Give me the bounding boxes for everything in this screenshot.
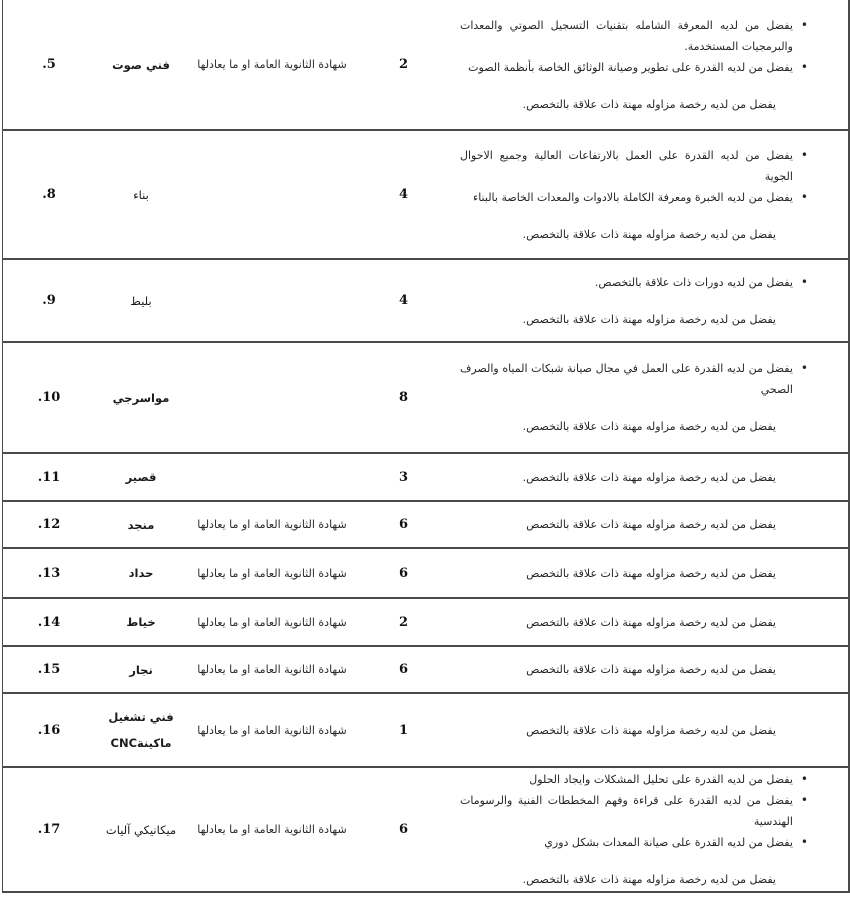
- vacancy-count: 4: [398, 187, 409, 202]
- row-number: .14: [37, 614, 61, 630]
- requirements-bullet-list: [460, 15, 848, 78]
- requirements-bullet-list: [460, 769, 848, 853]
- license-note: يفضل من لديه رخصة مزاوله مهنة ذات علاقة بالتخصص.: [522, 873, 776, 886]
- table-row: [3, 454, 848, 502]
- job-title-cell: [95, 647, 187, 692]
- requirements-cell: [450, 768, 848, 891]
- vacancy-count: 4: [398, 293, 409, 308]
- table-row: [3, 131, 848, 260]
- row-number-cell: [3, 768, 95, 891]
- bullet-icon: •: [800, 361, 808, 375]
- bullet-icon: •: [800, 772, 808, 786]
- requirement-bullet-item: [460, 769, 808, 790]
- education-text: شهادة الثانوية العامة او ما يعادلها: [197, 566, 347, 580]
- education-cell: [187, 454, 357, 500]
- job-title-cell: [95, 260, 187, 341]
- job-title-cell: [95, 599, 187, 645]
- row-number-cell: [3, 343, 95, 452]
- requirement-text: يفضل من لديه دورات ذات علاقة بالتخصص.: [594, 275, 793, 289]
- vacancy-count: 3: [398, 469, 409, 485]
- vacancy-count: 6: [398, 822, 409, 837]
- vacancy-count-cell: [357, 131, 450, 258]
- vacancy-count: 1: [398, 722, 409, 738]
- bullet-icon: •: [800, 59, 808, 74]
- row-number: .11: [37, 469, 61, 485]
- license-note: يفضل من لديه رخصة مزاوله مهنة ذات علاقة بالتخصص: [526, 518, 776, 531]
- table-row: [3, 549, 848, 599]
- job-title-cell: [95, 343, 187, 452]
- vacancy-count-cell: [357, 768, 450, 891]
- requirement-text: يفضل من لديه القدرة على تطوير وصيانة الوثائق الخاصة بأنظمة الصوت: [468, 60, 793, 74]
- table-row: [3, 502, 848, 549]
- education-cell: [187, 599, 357, 645]
- vacancy-count: 2: [398, 614, 409, 630]
- row-number-cell: [3, 502, 95, 547]
- vacancy-count-cell: [357, 0, 450, 129]
- job-title-line: حداد: [128, 566, 154, 580]
- job-title-line: مواسرجي: [112, 390, 170, 405]
- education-cell: [187, 131, 357, 258]
- table-row: [3, 0, 848, 131]
- job-title-cell: [95, 502, 187, 547]
- requirements-cell: [450, 131, 848, 258]
- row-number-cell: [3, 647, 95, 692]
- education-text: شهادة الثانوية العامة او ما يعادلها: [197, 663, 347, 676]
- license-note: يفضل من لديه رخصة مزاوله مهنة ذات علاقة بالتخصص: [526, 663, 776, 676]
- table-row: [3, 343, 848, 454]
- vacancy-count-cell: [357, 599, 450, 645]
- row-number-cell: [3, 454, 95, 500]
- bullet-icon: •: [800, 793, 808, 807]
- requirements-cell: [450, 260, 848, 341]
- requirement-bullet-item: [460, 15, 808, 57]
- education-text: شهادة الثانوية العامة او ما يعادلها: [197, 823, 347, 836]
- education-cell: [187, 694, 357, 766]
- requirements-cell: [450, 599, 848, 645]
- vacancy-count-cell: [357, 502, 450, 547]
- row-number-cell: [3, 0, 95, 129]
- row-number-cell: [3, 549, 95, 597]
- vacancy-count-cell: [357, 694, 450, 766]
- job-title-cell: [95, 454, 187, 500]
- row-number: .9: [42, 293, 56, 308]
- vacancy-count-cell: [357, 454, 450, 500]
- license-note: يفضل من لديه رخصة مزاوله مهنة ذات علاقة بالتخصص.: [522, 470, 776, 484]
- row-number: .17: [37, 822, 61, 837]
- row-number: .15: [37, 662, 61, 677]
- requirement-bullet-item: [460, 145, 808, 187]
- education-cell: [187, 549, 357, 597]
- table-row: [3, 599, 848, 647]
- education-text: شهادة الثانوية العامة او ما يعادلها: [197, 518, 347, 531]
- requirement-text: يفضل من لديه المعرفة الشامله بتقنيات التسجيل الصوتي والمعدات والبرمجيات المستخدمة.: [460, 18, 793, 53]
- job-title-cell: [95, 768, 187, 891]
- requirement-text: يفضل من لديه القدرة على قراءة وفهم المخططات الفنية والرسومات الهندسية: [460, 794, 793, 828]
- vacancy-count-cell: [357, 343, 450, 452]
- job-title-line: منجد: [127, 517, 155, 532]
- requirements-cell: [450, 647, 848, 692]
- job-title-line: فني تشغيل: [108, 710, 174, 724]
- vacancy-count: 8: [398, 390, 409, 405]
- job-title-line: خياط: [126, 615, 156, 629]
- requirements-cell: [450, 343, 848, 452]
- row-number-cell: [3, 131, 95, 258]
- row-number: .12: [37, 517, 61, 532]
- bullet-icon: •: [800, 17, 808, 32]
- table-row: [3, 260, 848, 343]
- education-cell: [187, 647, 357, 692]
- requirements-cell: [450, 0, 848, 129]
- license-note: يفضل من لديه رخصة مزاوله مهنة ذات علاقة بالتخصص.: [522, 420, 776, 433]
- requirement-bullet-item: [460, 832, 808, 853]
- requirement-bullet-item: [460, 272, 808, 293]
- license-note: يفضل من لديه رخصة مزاوله مهنة ذات علاقة بالتخصص.: [522, 97, 776, 111]
- education-text: شهادة الثانوية العامة او ما يعادلها: [197, 723, 347, 737]
- license-note: يفضل من لديه رخصة مزاوله مهنة ذات علاقة بالتخصص.: [522, 227, 776, 241]
- row-number: .5: [42, 57, 56, 72]
- education-cell: [187, 0, 357, 129]
- requirements-bullet-list: [460, 272, 848, 293]
- requirement-bullet-item: [460, 57, 808, 78]
- requirement-text: يفضل من لديه القدرة على تحليل المشكلات وايجاد الحلول: [529, 773, 793, 786]
- job-title-cell: [95, 131, 187, 258]
- requirement-bullet-item: [460, 790, 808, 832]
- requirements-bullet-list: [460, 145, 848, 208]
- row-number: .13: [37, 565, 61, 581]
- bullet-icon: •: [800, 274, 808, 289]
- requirement-text: يفضل من لديه القدرة على العمل بالارتفاعات العالية وجميع الاحوال الجوية: [460, 148, 793, 183]
- job-title-line: نجار: [129, 662, 153, 677]
- vacancy-count: 2: [398, 57, 409, 72]
- education-text: شهادة الثانوية العامة او ما يعادلها: [197, 615, 347, 629]
- row-number: .10: [37, 390, 61, 405]
- vacancy-count: 6: [398, 517, 409, 532]
- table-row: [3, 768, 848, 893]
- job-title-cell: [95, 0, 187, 129]
- bullet-icon: •: [800, 835, 808, 849]
- row-number: .16: [37, 722, 61, 738]
- job-title-line: فني صوت: [112, 57, 170, 72]
- license-note: يفضل من لديه رخصة مزاوله مهنة ذات علاقة بالتخصص.: [522, 312, 776, 326]
- job-title-line: ماكينةCNC: [110, 736, 172, 750]
- vacancy-count: 6: [398, 662, 409, 677]
- job-title-cell: [95, 694, 187, 766]
- job-title-cell: [95, 549, 187, 597]
- table-row: [3, 647, 848, 694]
- job-title-line: بليط: [130, 293, 152, 308]
- education-cell: [187, 768, 357, 891]
- education-cell: [187, 260, 357, 341]
- requirements-cell: [450, 454, 848, 500]
- requirement-bullet-item: [460, 187, 808, 208]
- requirements-cell: [450, 549, 848, 597]
- license-note: يفضل من لديه رخصة مزاوله مهنة ذات علاقة بالتخصص: [526, 615, 776, 629]
- row-number-cell: [3, 694, 95, 766]
- bullet-icon: •: [800, 189, 808, 204]
- vacancy-count: 6: [398, 565, 409, 581]
- requirements-bullet-list: [460, 358, 848, 400]
- job-title-line: بناء: [133, 187, 149, 202]
- education-cell: [187, 343, 357, 452]
- vacancy-count-cell: [357, 260, 450, 341]
- requirement-text: يفضل من لديه الخبرة ومعرفة الكاملة بالادوات والمعدات الخاصة بالبناء: [473, 190, 793, 204]
- license-note: يفضل من لديه رخصة مزاوله مهنة ذات علاقة بالتخصص: [526, 566, 776, 580]
- license-note: يفضل من لديه رخصة مزاوله مهنة ذات علاقة بالتخصص: [526, 723, 776, 737]
- row-number-cell: [3, 260, 95, 341]
- job-title-line: قصير: [125, 470, 157, 484]
- row-number: .8: [42, 187, 56, 202]
- requirements-cell: [450, 694, 848, 766]
- table-row: [3, 694, 848, 768]
- bullet-icon: •: [800, 147, 808, 162]
- education-text: شهادة الثانوية العامة او ما يعادلها: [197, 58, 347, 71]
- vacancy-count-cell: [357, 647, 450, 692]
- requirement-text: يفضل من لديه القدرة على صيانة المعدات بشكل دوري: [544, 836, 793, 849]
- education-cell: [187, 502, 357, 547]
- requirement-text: يفضل من لديه القدرة على العمل في مجال صيانة شبكات المياه والصرف الصحي: [460, 362, 793, 396]
- requirements-cell: [450, 502, 848, 547]
- requirement-bullet-item: [460, 358, 808, 400]
- vacancy-count-cell: [357, 549, 450, 597]
- jobs-table: [2, 0, 850, 893]
- job-title-line: ميكانيكي آليات: [105, 822, 177, 837]
- row-number-cell: [3, 599, 95, 645]
